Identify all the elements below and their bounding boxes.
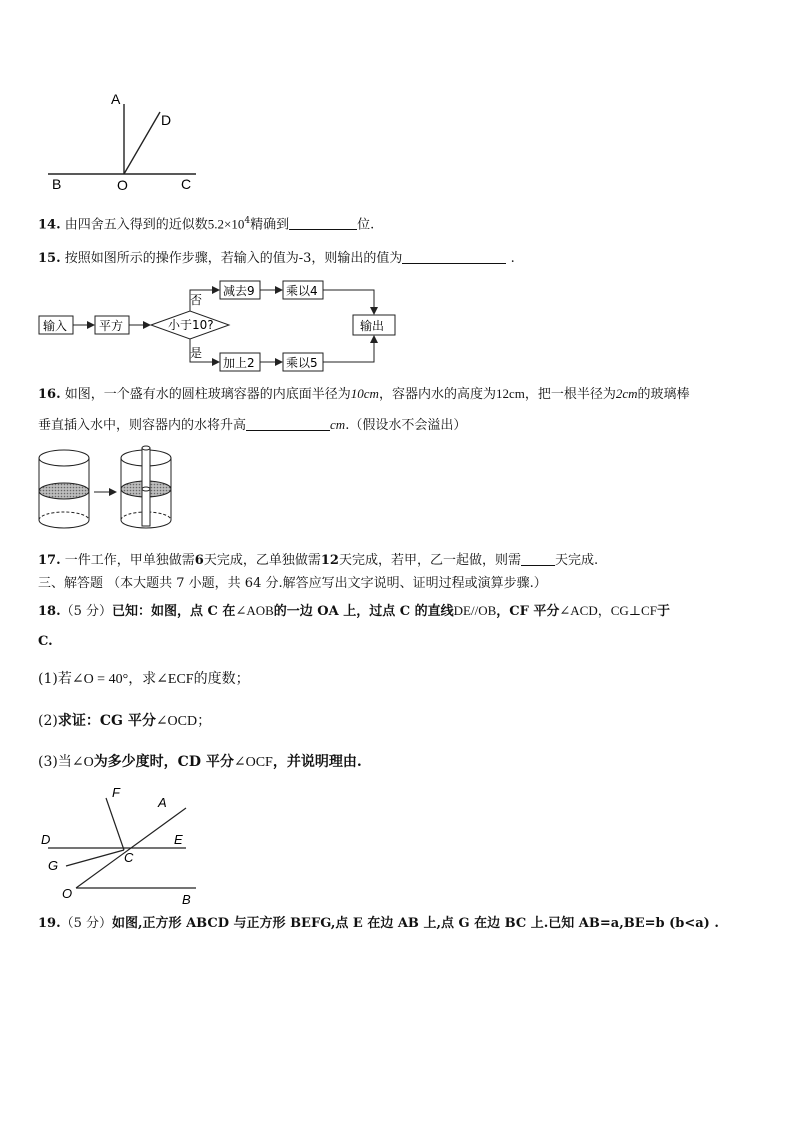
question-number: 14. [38,217,61,233]
q16-line1-c: ，把一根半径为 [524,387,616,402]
label-b: B [182,892,191,907]
sub9-label: 减去9 [223,284,255,298]
question-16-line2 [38,416,466,435]
q18-part-3 [38,753,362,772]
q17-text-a: 一件工作，甲单独做需 [64,553,195,568]
p3-angle: ∠O [71,755,94,770]
part-label: (1) [38,671,58,687]
label-a: A [158,795,167,810]
p1-angle: ∠ECF [156,672,194,687]
label-e: E [174,832,183,847]
section-3-title: 三、解答题 （本大题共 7 小题，共 64 分.解答应写出文字说明、证明过程或演算步骤.） [38,576,547,591]
q18-line2: C. [38,634,53,649]
q14-mantissa: 5.2 [207,216,225,232]
cylinder-after [121,446,171,528]
q18-ang-aob: ∠AOB [235,603,274,618]
ray-cf [106,798,124,850]
p1-text-b: ，求 [128,671,157,687]
q18-text-b: 的一边 OA 上，过点 C 的直线 [273,604,454,619]
q19-score: （5 分） [60,916,113,931]
q16-unit: cm [330,417,346,432]
p2-text-a: 求证：CG 平分 [57,713,156,729]
q16-line1-d: 的玻璃棒 [637,387,690,402]
q18-text-e: 于 [656,604,670,619]
label-g: G [48,858,59,873]
q17-text-c: 天完成，若甲，乙一起做，则需 [338,553,521,568]
cylinder-before [39,450,89,528]
yes-label: 是 [190,346,203,360]
q18-part-2 [38,712,211,731]
p2-angle: ∠OCD [155,714,198,729]
label-d: D [41,832,51,847]
q18-figure [36,784,206,908]
label-o: O [62,886,73,901]
q16-line2-a: 垂直插入水中，则容器内的水将升高 [38,418,247,433]
q17-days-2: 12 [320,553,339,568]
q16-r2: 2cm [615,386,638,401]
question-15 [38,249,515,268]
q15-text: 按照如图所示的操作步骤，若输入的值为-3，则输出的值为 [64,251,403,266]
question-19 [38,915,719,933]
label-c: C [181,176,192,192]
answer-blank[interactable] [289,215,357,230]
output-label: 输出 [360,319,385,333]
part-label: (2) [38,713,58,729]
p1-text-a: 若 [57,671,72,687]
question-number: 19. [38,916,61,931]
q17-days-1: 6 [194,553,204,568]
question-number: 17. [38,553,61,568]
question-number: 16. [38,387,61,402]
p3-text-b: 为多少度时，CD 平分 [93,754,234,770]
question-18-line2 [38,633,53,651]
mul5-label: 乘以5 [286,356,318,370]
q16-line2-b: .（假设水不会溢出） [345,418,467,433]
question-18 [38,602,670,621]
p3-angle-2: ∠OCF [233,755,273,770]
p3-text-c: ，并说明理由. [272,754,362,770]
q18-part-1 [38,670,250,689]
q18-text-c: ，CF 平分 [496,604,560,619]
q14-text-before: 由四舍五入得到的近似数 [64,217,208,233]
q16-r1: 10cm [350,386,379,401]
no-label: 否 [190,293,203,307]
section-3-heading [38,575,547,593]
q18-ang-acd: ∠ACD [559,603,598,618]
ray-cg [66,850,124,866]
q16-h: 12cm [495,386,525,401]
question-number: 15. [38,251,61,266]
water-surface [39,483,89,499]
q17-text-d: 天完成. [554,553,599,568]
decision-label: 小于10? [168,318,214,332]
p1-math: ∠O = 40° [71,672,129,687]
part-label: (3) [38,754,58,770]
label-c: C [124,850,134,865]
question-16 [38,385,690,404]
question-14 [38,212,374,234]
p3-text-a: 当 [57,754,72,770]
label-d: D [161,112,172,128]
square-label: 平方 [99,319,124,333]
input-label: 输入 [43,319,68,333]
question-number: 18. [38,604,61,619]
label-f: F [112,785,120,800]
q18-text-d: ， [597,604,611,619]
q14-exponent: 4 [244,216,251,226]
question-17 [38,551,598,570]
label-o: O [117,177,128,193]
q18-score: （5 分） [60,604,113,619]
label-a: A [111,91,121,107]
mul4-label: 乘以4 [286,284,318,298]
q14-text-after: 位. [357,217,375,233]
angle-figure-top [40,88,210,196]
flowchart [38,278,398,374]
answer-blank[interactable] [521,551,555,566]
answer-blank[interactable] [402,249,506,264]
answer-blank[interactable] [246,416,330,431]
q18-de-ob: DE//OB [453,603,497,618]
cylinder-figure [36,444,186,536]
p1-text-c: 的度数； [193,671,250,687]
q18-cg-cf: CG⊥CF [610,603,657,618]
q14-times: ×10 [224,216,245,232]
add2-label: 加上2 [223,356,255,370]
q16-line1-b: ，容器内水的高度为 [378,387,496,402]
q14-text-mid: 精确到 [250,217,290,233]
label-b: B [52,176,62,192]
q17-text-b: 天完成，乙单独做需 [203,553,321,568]
p2-text-b: ； [197,713,212,729]
q16-line1-a: 如图，一个盛有水的圆柱玻璃容器的内底面半径为 [64,387,351,402]
q15-end: . [510,251,515,266]
q18-text-a: 已知：如图，点 C 在 [112,604,236,619]
ray-od [124,112,160,174]
q19-text: 如图,正方形 ABCD 与正方形 BEFG,点 E 在边 AB 上,点 G 在边 BC 上.已知 AB=a,BE=b (b<a) . [112,916,719,931]
